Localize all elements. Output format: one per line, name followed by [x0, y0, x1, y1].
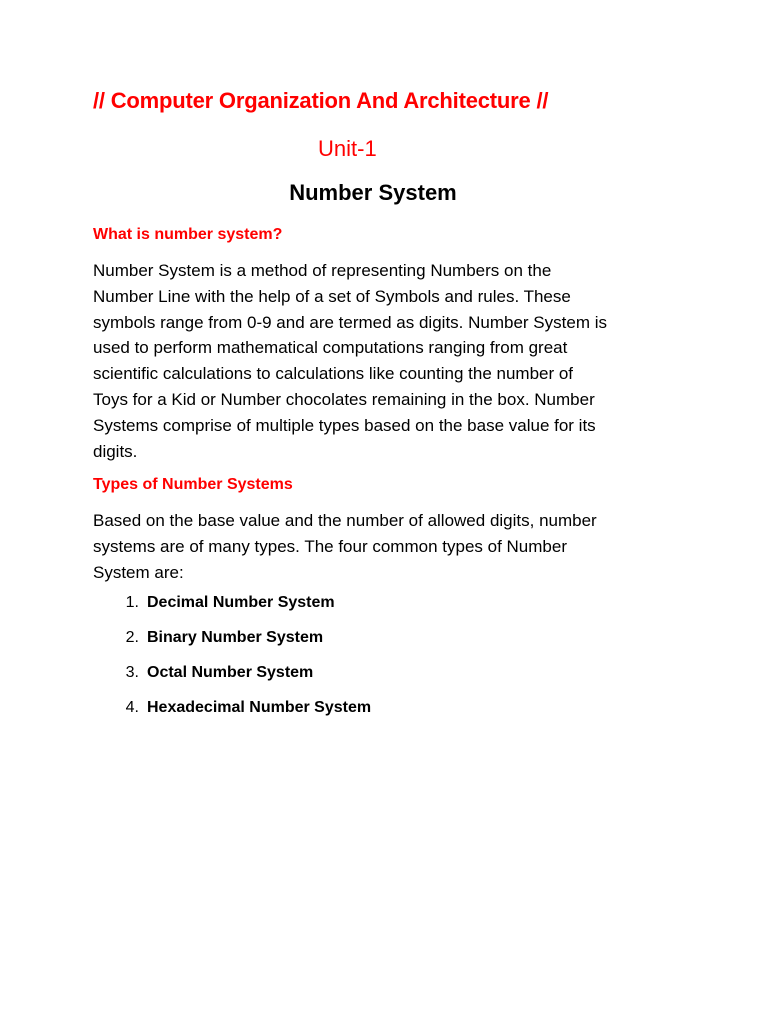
intro-line: digits.: [93, 441, 138, 461]
intro-line: symbols range from 0-9 and are termed as digits. Number System is: [93, 312, 607, 332]
section-title: Number System: [289, 180, 457, 205]
list-item: [93, 664, 371, 699]
list-item-label: Decimal Number System: [147, 594, 335, 611]
intro-line: Number System is a method of representing Numbers on the: [93, 261, 552, 280]
types-paragraph: [93, 508, 673, 585]
intro-paragraph: [93, 258, 673, 464]
intro-line: Systems comprise of multiple types based on the base value for its: [93, 415, 596, 435]
unit-title: Unit-1: [318, 136, 377, 161]
intro-line: Toys for a Kid or Number chocolates remaining in the box. Number: [93, 389, 595, 409]
what-is-number-system-heading: What is number system?: [93, 226, 283, 243]
list-item-number: 2.: [125, 629, 139, 646]
list-item: [93, 629, 371, 664]
intro-line: scientific calculations to calculations like counting the number of: [93, 364, 574, 384]
document-title: // Computer Organization And Architecture //: [93, 88, 549, 113]
list-item-label: Binary Number System: [147, 629, 324, 646]
number-system-types-list: [93, 594, 371, 734]
list-item-label: Hexadecimal Number System: [147, 699, 372, 716]
list-item-label: Octal Number System: [147, 664, 314, 681]
list-item-number: 1.: [125, 594, 139, 611]
list-item-number: 3.: [125, 664, 139, 681]
types-line: systems are of many types. The four common types of Number: [93, 536, 567, 556]
list-item-number: 4.: [125, 699, 139, 716]
types-of-number-systems-heading: Types of Number Systems: [93, 476, 293, 493]
types-line: System are:: [93, 562, 184, 582]
list-item: [93, 594, 371, 629]
list-item: [93, 699, 371, 734]
intro-line: used to perform mathematical computations ranging from great: [93, 338, 568, 358]
intro-line: Number Line with the help of a set of Symbols and rules. These: [93, 286, 571, 306]
types-line: Based on the base value and the number of allowed digits, number: [93, 511, 597, 530]
